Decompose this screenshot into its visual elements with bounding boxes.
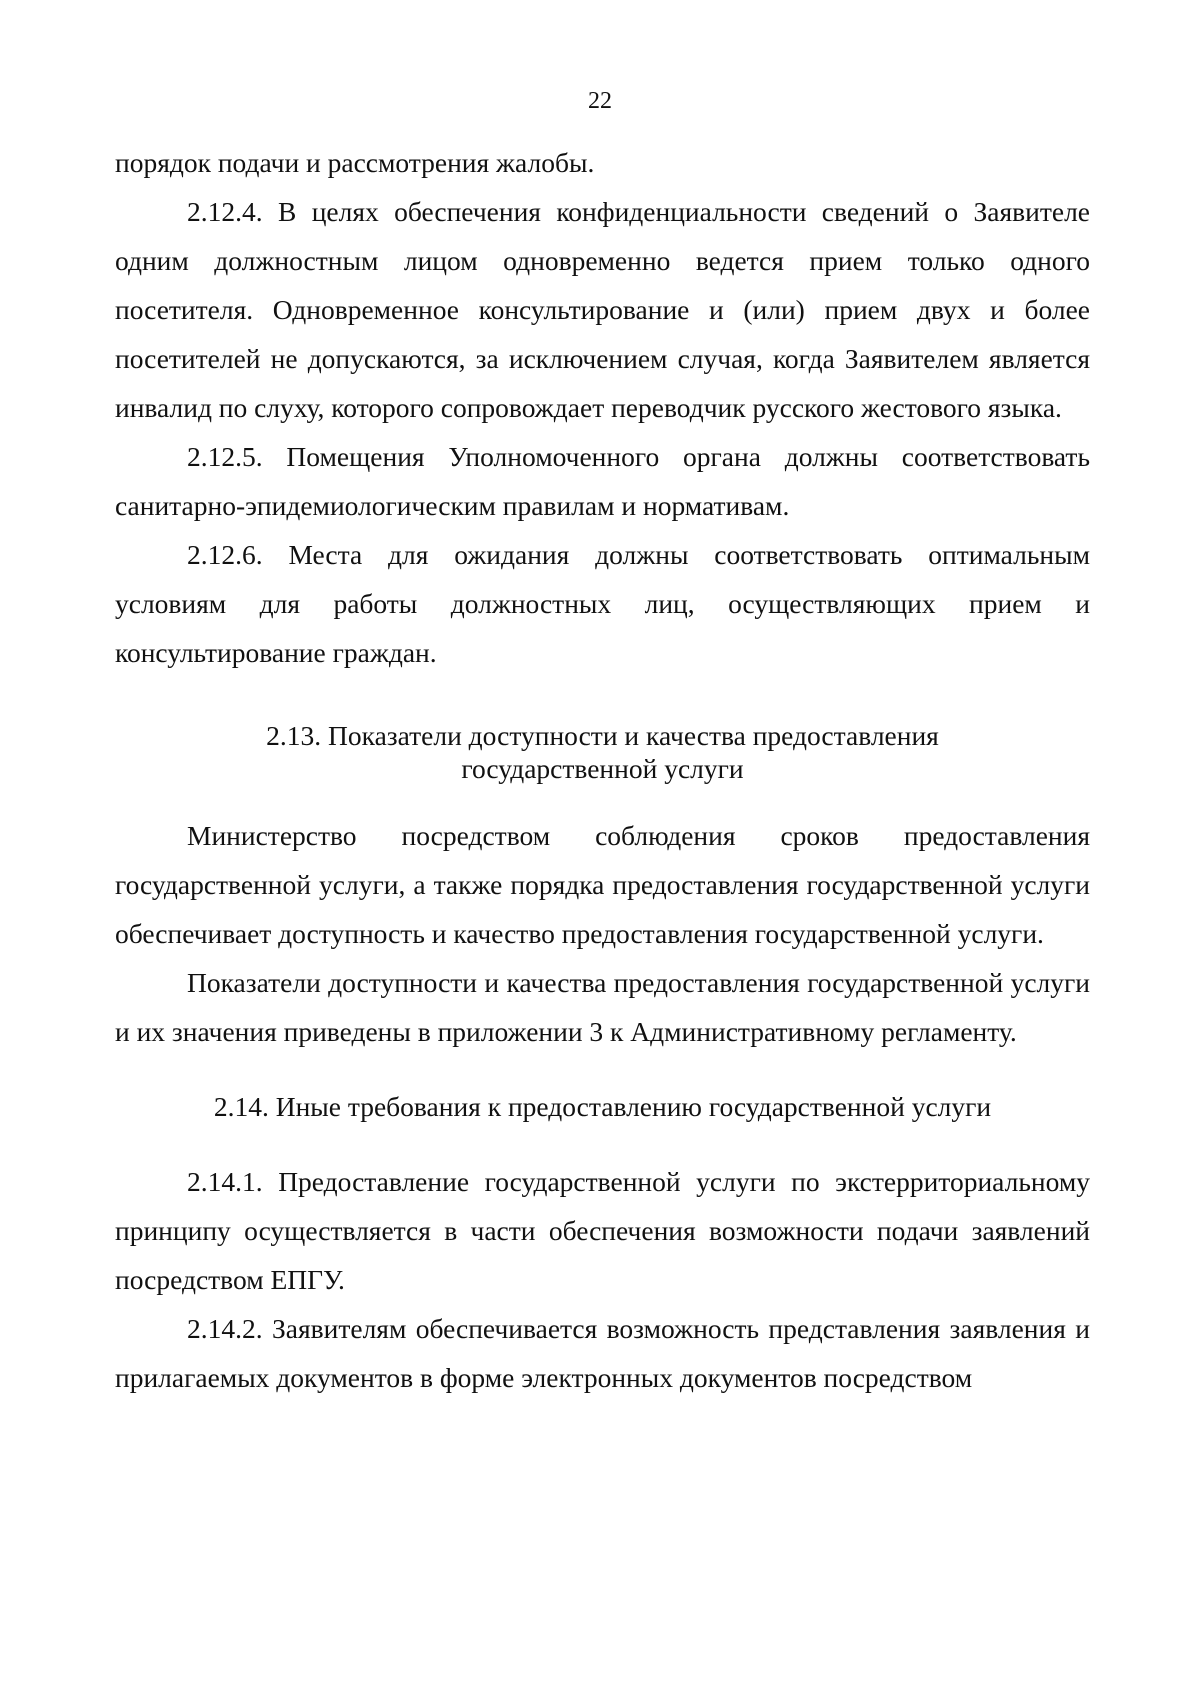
paragraph-2-12-5: 2.12.5. Помещения Уполномоченного органа должны соответствовать санитарно-эпидемиологическим правилам и нормативам. <box>115 441 1090 521</box>
section-heading-2-13-line1: 2.13. Показатели доступности и качества предоставления <box>266 720 939 751</box>
section-heading-2-13-line2: государственной услуги <box>461 753 744 784</box>
paragraph-ministry: Министерство посредством соблюдения сроков предоставления государственной услуги, а также порядка предоставления государственной услуги обеспечивает доступность и качество предоставления государственной услуги. <box>115 820 1090 949</box>
paragraph-2-12-4: 2.12.4. В целях обеспечения конфиденциальности сведений о Заявителе одним должностным лицом одновременно ведется прием только одного посетителя. Одновременное консультирование и (или) прием двух и более посетителей не допускаются, за исключением случая, когда Заявителем является инвалид по слуху, которого сопровождает переводчик русского жестового языка. <box>115 196 1090 423</box>
paragraph-indicators: Показатели доступности и качества предоставления государственной услуги и их значения приведены в приложении 3 к Административному регламенту. <box>115 967 1090 1047</box>
section-heading-2-13 <box>115 719 1090 785</box>
section-heading-2-14: 2.14. Иные требования к предоставлению государственной услуги <box>213 1091 992 1122</box>
document-body <box>115 138 1090 1402</box>
paragraph-2-14-1: 2.14.1. Предоставление государственной услуги по экстерриториальному принципу осуществляется в части обеспечения возможности подачи заявлений посредством ЕПГУ. <box>115 1166 1090 1295</box>
paragraph-2-14-2: 2.14.2. Заявителям обеспечивается возможность представления заявления и прилагаемых документов в форме электронных документов посредством <box>115 1313 1090 1393</box>
paragraph-2-12-6: 2.12.6. Места для ожидания должны соответствовать оптимальным условиям для работы должностных лиц, осуществляющих прием и консультирование граждан. <box>115 539 1090 668</box>
paragraph-continuation: порядок подачи и рассмотрения жалобы. <box>115 147 595 178</box>
page-number: 22 <box>588 88 612 114</box>
